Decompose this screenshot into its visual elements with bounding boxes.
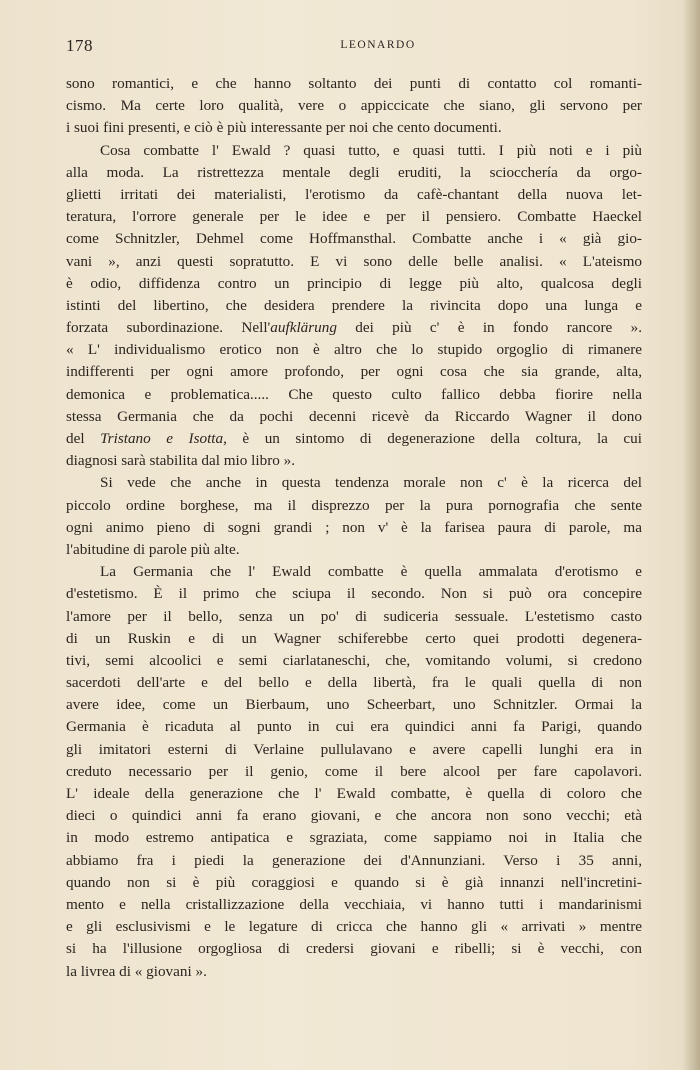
- text-line: in modo estremo antipatica e sgraziata, come sappiamo noi in Italia che: [66, 829, 642, 847]
- text-line: si ha l'illusione orgogliosa di credersi giovani e ribelli; si è vecchi, con: [66, 940, 642, 958]
- text-line: « L' individualismo erotico non è altro che lo stupido orgoglio di rimanere: [66, 341, 642, 359]
- text-line: Cosa combatte l' Ewald ? quasi tutto, e quasi tutti. I più noti e i più: [100, 141, 642, 159]
- body-text: [66, 73, 642, 983]
- text-line: Si vede che anche in questa tendenza morale non c' è la ricerca del: [100, 474, 642, 492]
- paragraph: [66, 561, 642, 983]
- text-line: Germania è ricaduta al punto in cui era quindici anni fa Parigi, quando: [66, 718, 642, 736]
- text-line: dieci o quindici anni fa erano giovani, e che ancora non sono vecchi; età: [66, 807, 642, 825]
- text-line: teratura, l'orrore generale per le idee e per il pensiero. Combatte Haeckel: [66, 208, 642, 226]
- text-line: ogni animo pieno di sogni grandi ; non v' è la farisea paura di parole, ma: [66, 518, 642, 536]
- text-line: creduto necessario per il genio, come il bere alcool per fare capolavori.: [66, 762, 642, 780]
- text-line: come Schnitzler, Dehmel come Hoffmansthal. Combatte anche i « già gio-: [66, 230, 642, 248]
- text-line: cismo. Ma certe loro qualità, vere o appiccicate che siano, gli servono per: [66, 97, 642, 115]
- text-line: La Germania che l' Ewald combatte è quella ammalata d'erotismo e: [100, 563, 642, 581]
- text-line: di un Ruskin e di un Wagner schiferebbe certo quei prodotti degenera-: [66, 629, 642, 647]
- paragraph: [66, 472, 642, 561]
- page-header: [66, 36, 640, 54]
- text-line: avere idee, come un Bierbaum, uno Scheerbart, uno Schnitzler. Ormai la: [66, 696, 642, 714]
- paragraph: [66, 140, 642, 473]
- text-line: indifferenti per ogni amore profondo, per ogni cosa che sia grande, alta,: [66, 363, 642, 381]
- page-edge-shadow: [682, 0, 700, 1070]
- text-line: sono romantici, e che hanno soltanto dei punti di contatto col romanti-: [66, 75, 642, 92]
- page-number: 178: [66, 36, 93, 55]
- text-line: quando non si è più coraggiosi e quando si è già innanzi nell'incretini-: [66, 873, 642, 891]
- text-line: i suoi fini presenti, e ciò è più interessante per noi che cento documenti.: [66, 119, 502, 137]
- text-line: l'amore per il bello, senza un po' di sudiceria sessuale. L'estetismo casto: [66, 607, 642, 625]
- text-line: d'estetismo. È il primo che sciupa il secondo. Non si può ora concepire: [66, 585, 642, 603]
- paragraph: [66, 73, 642, 140]
- text-line: stessa Germania che da pochi decenni ricevè da Riccardo Wagner il dono: [66, 407, 642, 425]
- text-line: glietti irritati dei materialisti, l'erotismo da cafè-chantant della nuova let-: [66, 185, 642, 203]
- text-line: demonica e problematica..... Che questo culto fallico debba fiorire nella: [66, 385, 642, 403]
- italic-title: aufklärung: [270, 319, 337, 337]
- text-line: alla moda. La ristrettezza mentale degli eruditi, la sciocchería da orgo-: [66, 163, 642, 181]
- text-line: e gli esclusivismi e le legature di cricca che hanno gli « arrivati » mentre: [66, 918, 642, 936]
- text-line: mento e nella cristallizzazione della vecchiaia, vi hanno tutti i mandarinismi: [66, 895, 642, 913]
- text-line: vani », anzi questi sopratutto. E vi sono delle belle analisi. « L'ateismo: [66, 252, 642, 270]
- text-line: sacerdoti dell'arte e del bello e della libertà, fra le quali quella di non: [66, 674, 642, 692]
- text-line: la livrea di « giovani ».: [66, 962, 207, 980]
- italic-title: Tristano e Isotta: [100, 430, 224, 447]
- text-line: l'abitudine di parole più alte.: [66, 540, 240, 558]
- text-line: gli imitatori esterni di Verlaine pullulavano e avere capelli lunghi era in: [66, 740, 642, 758]
- text-line: è odio, diffidenza contro un principio di legge più alto, qualcosa degli: [66, 274, 642, 292]
- text-line: tivi, semi alcoolici e semi ciarlataneschi, che, vomitando volumi, si credono: [66, 651, 642, 669]
- running-title: LEONARDO: [340, 39, 416, 51]
- text-line: forzata subordinazione. Nell'aufklärung dei più c' è in fondo rancore ».: [66, 319, 642, 337]
- text-line: piccolo ordine borghese, ma il disprezzo per la pura pornografia che sente: [66, 496, 642, 514]
- text-line: abbiamo fra i piedi la generazione dei d'Annunziani. Verso i 35 anni,: [66, 851, 642, 869]
- text-line: istinti del libertino, che desidera prendere la rivincita dopo una lunga e: [66, 296, 642, 314]
- text-line: del Tristano e Isotta, è un sintomo di degenerazione della coltura, la cui: [66, 430, 642, 447]
- text-line: diagnosi sarà stabilita dal mio libro ».: [66, 452, 296, 470]
- text-line: L' ideale della generazione che l' Ewald combatte, è quella di coloro che: [66, 785, 642, 802]
